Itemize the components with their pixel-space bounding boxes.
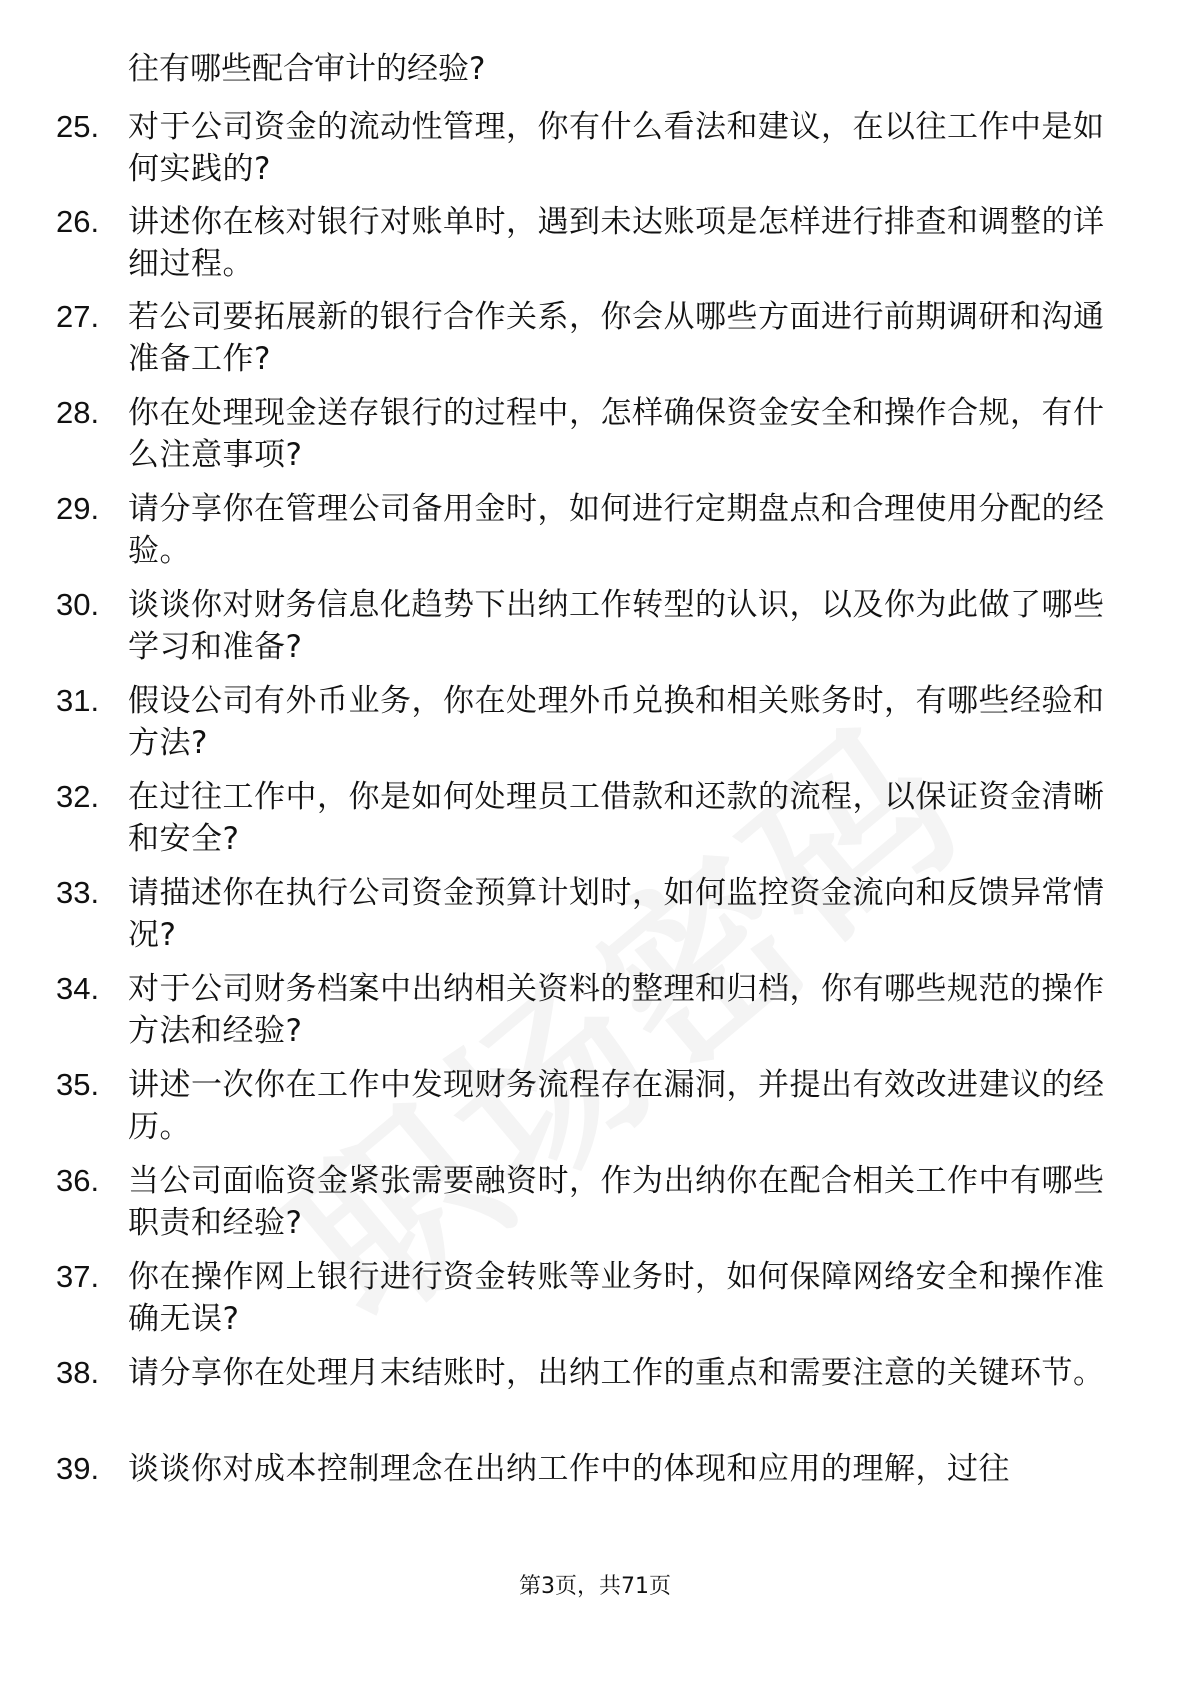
question-text: 讲述你在核对银行对账单时，遇到未达账项是怎样进行排查和调整的详细过程。 xyxy=(128,204,1105,282)
question-text: 对于公司财务档案中出纳相关资料的整理和归档，你有哪些规范的操作方法和经验? xyxy=(128,971,1105,1049)
question-number: 30. xyxy=(56,587,100,622)
question-number: 31. xyxy=(56,683,100,718)
page-number-footer: 第3页，共71页 xyxy=(519,1574,671,1599)
question-number: 29. xyxy=(56,491,100,526)
question-number: 27. xyxy=(56,299,100,334)
question-text: 请描述你在执行公司资金预算计划时，如何监控资金流向和反馈异常情况? xyxy=(128,875,1105,953)
question-number: 32. xyxy=(56,779,100,814)
question-text: 假设公司有外币业务，你在处理外币兑换和相关账务时，有哪些经验和方法? xyxy=(128,683,1105,761)
question-text: 若公司要拓展新的银行合作关系，你会从哪些方面进行前期调研和沟通准备工作? xyxy=(128,299,1105,377)
question-number: 28. xyxy=(56,395,100,430)
question-text: 对于公司资金的流动性管理，你有什么看法和建议，在以往工作中是如何实践的? xyxy=(128,109,1105,187)
question-number: 34. xyxy=(56,971,100,1006)
question-text: 请分享你在处理月末结账时，出纳工作的重点和需要注意的关键环节。 xyxy=(128,1355,1105,1391)
question-text: 在过往工作中，你是如何处理员工借款和还款的流程，以保证资金清晰和安全? xyxy=(128,779,1105,857)
question-text: 你在操作网上银行进行资金转账等业务时，如何保障网络安全和操作准确无误? xyxy=(128,1259,1105,1337)
question-text: 谈谈你对成本控制理念在出纳工作中的体现和应用的理解，过往 xyxy=(128,1451,1010,1487)
continued-question-text: 往有哪些配合审计的经验? xyxy=(128,51,486,87)
question-number: 26. xyxy=(56,204,100,239)
question-number: 33. xyxy=(56,875,100,910)
question-text: 谈谈你对财务信息化趋势下出纳工作转型的认识，以及你为此做了哪些学习和准备? xyxy=(128,587,1105,665)
question-number: 25. xyxy=(56,109,100,144)
question-text: 请分享你在管理公司备用金时，如何进行定期盘点和合理使用分配的经验。 xyxy=(128,491,1105,569)
question-number: 38. xyxy=(56,1355,100,1390)
question-number: 39. xyxy=(56,1451,100,1486)
question-number: 35. xyxy=(56,1067,100,1102)
question-number: 36. xyxy=(56,1163,100,1198)
question-number: 37. xyxy=(56,1259,100,1294)
question-text: 你在处理现金送存银行的过程中，怎样确保资金安全和操作合规，有什么注意事项? xyxy=(128,395,1105,473)
question-text: 当公司面临资金紧张需要融资时，作为出纳你在配合相关工作中有哪些职责和经验? xyxy=(128,1163,1105,1241)
question-text: 讲述一次你在工作中发现财务流程存在漏洞，并提出有效改进建议的经历。 xyxy=(128,1067,1105,1145)
